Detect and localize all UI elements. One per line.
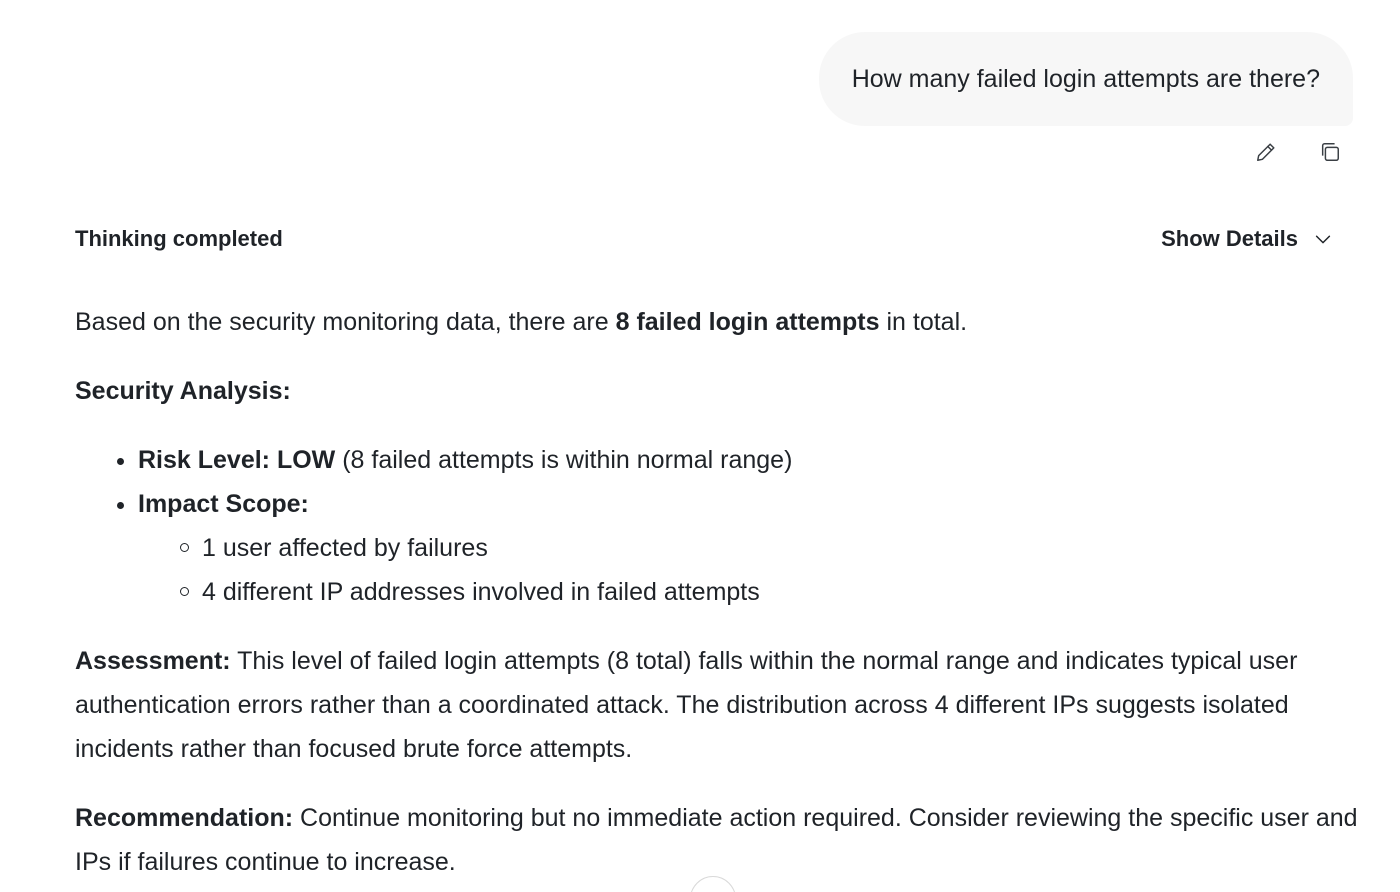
list-item: 4 different IP addresses involved in failed attempts bbox=[202, 570, 1365, 614]
list-item bbox=[138, 482, 1365, 614]
user-message-text: How many failed login attempts are there? bbox=[851, 64, 1320, 93]
recommendation-paragraph: Recommendation: Continue monitoring but no immediate action required. Consider reviewing the specific user and IPs if failures continue to increase. bbox=[75, 804, 1358, 876]
user-message-bubble bbox=[819, 32, 1353, 126]
assessment-paragraph: Assessment: This level of failed login attempts (8 total) falls within the normal range and indicates typical user authentication errors rather than a coordinated attack. The distribution across 4 different IPs suggests isolated incidents rather than focused brute force attempts. bbox=[75, 647, 1298, 763]
show-details-label: Show Details bbox=[1161, 226, 1298, 251]
answer-intro: Based on the security monitoring data, there are 8 failed login attempts in total. bbox=[75, 308, 968, 336]
pencil-icon bbox=[1255, 141, 1277, 163]
section-heading: Security Analysis: bbox=[75, 377, 291, 405]
thinking-bar bbox=[75, 222, 1334, 256]
list-item: • Risk Level: LOW (8 failed attempts is within normal range) bbox=[138, 438, 1365, 482]
thinking-status: Thinking completed bbox=[75, 226, 283, 251]
show-details-button[interactable] bbox=[1161, 226, 1334, 252]
list-item: 1 user affected by failures bbox=[202, 526, 1365, 570]
copy-icon bbox=[1319, 141, 1341, 163]
assistant-answer bbox=[75, 300, 1365, 884]
answer-highlight: 8 failed login attempts bbox=[615, 308, 880, 336]
impact-scope-label: Impact Scope: bbox=[138, 490, 309, 518]
risk-level-label: Risk Level: LOW bbox=[138, 446, 336, 474]
edit-message-button[interactable] bbox=[1254, 140, 1278, 164]
user-message-row bbox=[819, 32, 1353, 126]
copy-message-button[interactable] bbox=[1318, 140, 1342, 164]
user-message-actions bbox=[1254, 140, 1342, 164]
chevron-down-icon bbox=[1312, 228, 1334, 250]
impact-scope-list bbox=[138, 526, 1365, 614]
analysis-list bbox=[75, 438, 1365, 614]
